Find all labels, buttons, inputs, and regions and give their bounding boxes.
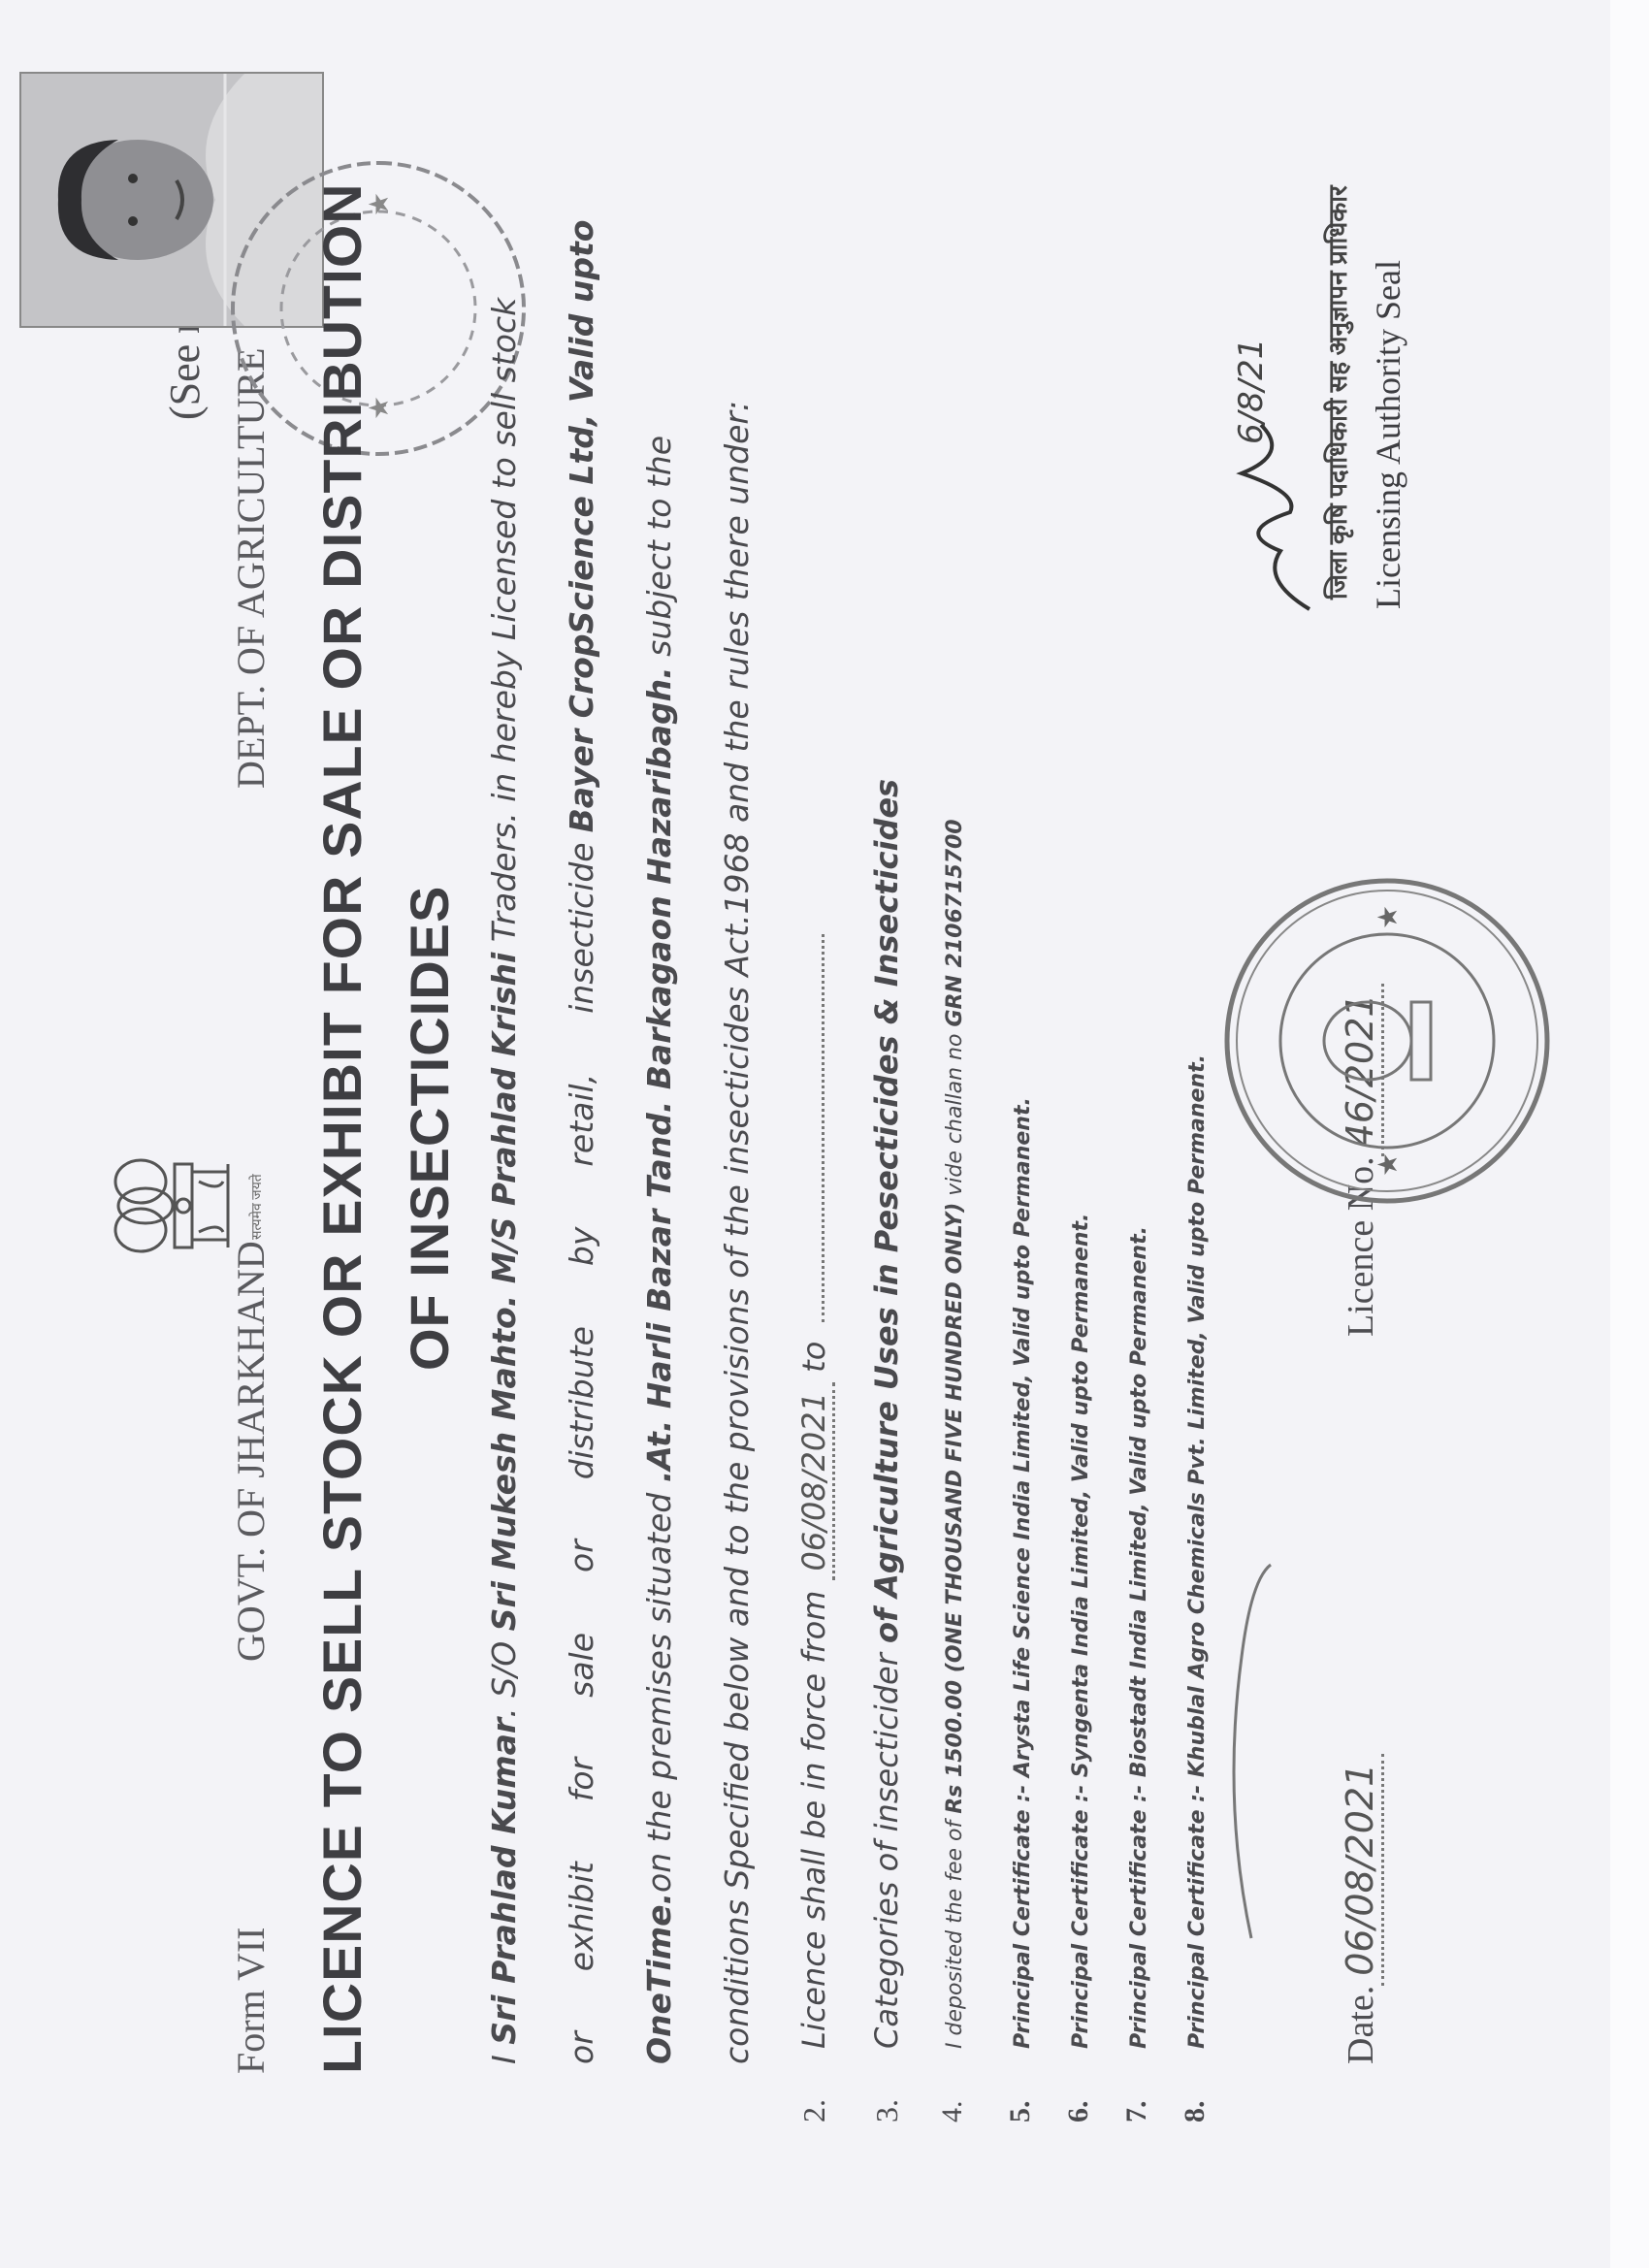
word: by <box>563 1226 600 1267</box>
licence-value: 46/2021 <box>1339 984 1384 1156</box>
fee-amount: Rs 1500.00 (ONE THOUSAND FIVE HUNDRED ONLY) <box>943 1202 967 1814</box>
date-value: 06/08/2021 <box>1339 1754 1384 1986</box>
item-text: vide challan no <box>943 1026 967 1203</box>
item-text: I deposited the fee of <box>943 1813 967 2049</box>
text: . S/O <box>485 1631 523 1718</box>
list-item <box>1004 1097 1037 2122</box>
word: or <box>563 2031 600 2064</box>
word: sale <box>563 1632 600 1698</box>
challan-number: GRN 2106715700 <box>943 819 967 1027</box>
word: exhibit <box>563 1862 600 1972</box>
item-text: Categories of insecticider <box>868 1642 905 2049</box>
word: for <box>563 1757 600 1802</box>
document-subtitle: OF INSECTICIDES <box>399 885 460 1371</box>
list-item <box>868 779 905 2122</box>
principal-certificate: Principal Certificate :- Biostadt India Limited, Valid upto Permanent. <box>1127 1226 1151 2049</box>
emblem-motto: सत्यमेव जयते <box>250 1174 265 1240</box>
item-text: to <box>795 1331 832 1382</box>
company-name: Bayer CropScience Ltd, Valid upto <box>563 219 600 833</box>
principal-certificate: Principal Certificate :- Arysta Life Science India Limited, Valid upto Permanent. <box>1011 1097 1035 2049</box>
authority-designation: जिला कृषि पदाधिकारी सह अनुज्ञापन प्राधिकार <box>1324 185 1352 599</box>
conditions-statement: conditions Specified below and to the provisions of the insecticides Act.1968 and the rules there under: <box>718 400 756 2064</box>
licensing-authority-seal-label: Licensing Authority Seal <box>1369 260 1407 609</box>
svg-text:★: ★ <box>365 191 395 216</box>
principal-certificate: Principal Certificate :- Syngenta India Limited, Valid upto Permanent. <box>1069 1213 1093 2049</box>
valid-to-blank <box>821 934 824 1322</box>
item-number: 6. <box>1062 2100 1094 2122</box>
item-number: 8. <box>1179 2100 1211 2122</box>
department-name: DEPT. OF AGRICULTURE <box>229 347 273 789</box>
official-seal-stamp <box>1212 866 1562 1215</box>
date-label: Date. <box>1341 1985 1381 2064</box>
text: I <box>485 2044 523 2064</box>
item-number: 7. <box>1120 2100 1152 2122</box>
word: or <box>563 1539 600 1572</box>
word: distribute <box>563 1326 600 1480</box>
licence-scope <box>563 220 600 2064</box>
government-name: GOVT. OF JHARKHAND <box>229 1241 273 1662</box>
principal-certificate: Principal Certificate :- Khublal Agro Chemicals Pvt. Limited, Valid upto Permanent. <box>1185 1054 1210 2049</box>
item-text: Licence shall be in force from <box>795 1580 832 2049</box>
text: subject to the <box>640 435 678 667</box>
text: Traders. in hereby Licensed to sell stock <box>485 297 523 953</box>
signature-date: 6/8/21 <box>1232 338 1271 444</box>
category: of Agriculture Uses in Pesecticides & Insecticides <box>868 778 905 1643</box>
svg-text:★: ★ <box>365 395 395 420</box>
text: on the premises situated <box>640 1482 678 1893</box>
list-item <box>1062 1214 1095 2122</box>
valid-from-date: 06/08/2021 <box>795 1382 835 1580</box>
father-and-firm: Sri Mukesh Mahto. M/S Prahlad Krishi <box>485 952 523 1632</box>
licensee-name: Sri Prahlad Kumar <box>485 1717 523 2045</box>
form-number: Form VII <box>229 1927 273 2074</box>
item-number: 4. <box>936 2100 968 2122</box>
list-item <box>1120 1226 1153 2122</box>
licence-label: Licence No. <box>1341 1156 1381 1337</box>
list-item <box>795 934 832 2122</box>
licensee-statement <box>485 298 523 2064</box>
national-emblem-icon <box>107 1152 252 1259</box>
svg-text:★: ★ <box>1374 1151 1404 1177</box>
item-number: 2. <box>796 2099 831 2122</box>
list-item <box>936 819 969 2122</box>
document-title: LICENCE TO SELL STOCK OR EXHIBIT FOR SALE OR DISTRIBUTION <box>311 182 372 2074</box>
svg-text:★: ★ <box>1374 904 1404 929</box>
word: insecticide <box>563 842 600 1014</box>
issue-date <box>1339 1754 1382 2064</box>
premises-statement <box>640 436 678 2064</box>
item-number: 5. <box>1004 2100 1036 2122</box>
word: retail, <box>563 1073 600 1167</box>
list-item <box>1179 1054 1212 2122</box>
premises-address: .At. Harli Bazar Tand. Barkagaon Hazaribagh. <box>640 666 678 1483</box>
validity: OneTime. <box>640 1892 678 2064</box>
item-number: 3. <box>869 2099 904 2122</box>
